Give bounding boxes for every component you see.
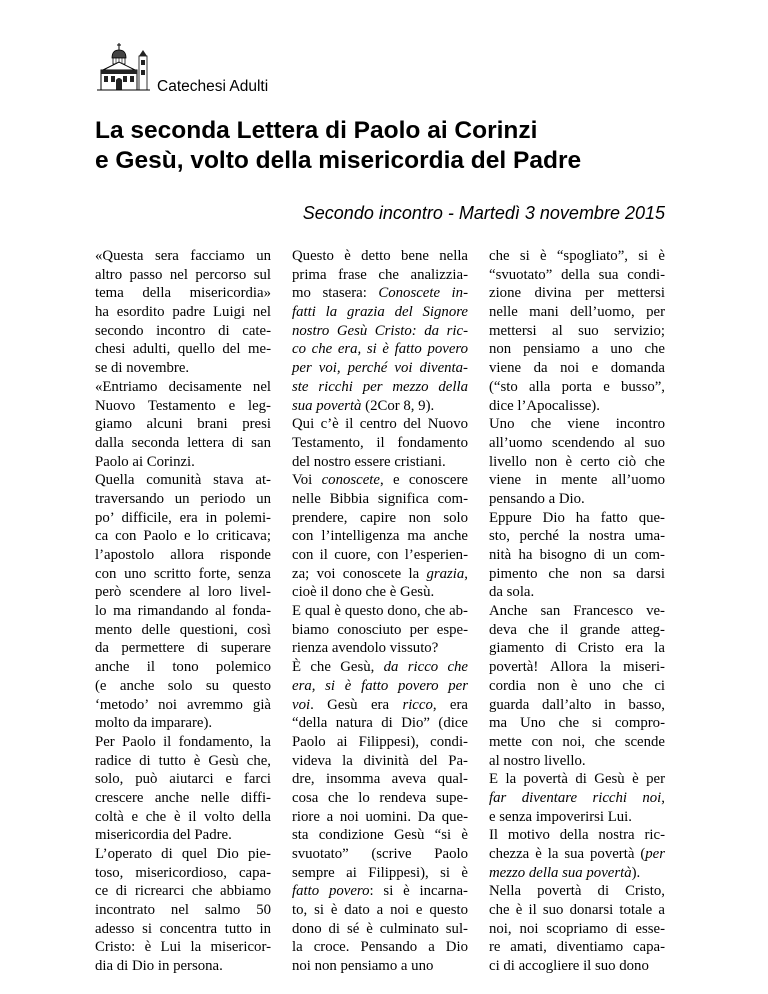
text-line: Nuovo Testamento e leg-: [95, 397, 271, 414]
text-line: con l’intelligenza ma anche: [292, 528, 468, 545]
text-line: mento delle questioni, così: [95, 621, 271, 638]
text-line: che è il suo donarsi totale a: [489, 902, 665, 919]
text-line: l’apostolo allora risponde: [95, 547, 271, 563]
church-icon: [95, 42, 151, 94]
text-line: giamo alcuni brani presi: [95, 416, 271, 433]
text-line: videva la divinità del Pa-: [292, 752, 468, 769]
text-column-3: [489, 247, 665, 976]
text-line: “svuotato” della sua condi-: [489, 266, 665, 283]
text-line: Il motivo della nostra ric-: [489, 827, 665, 844]
text-line: ci di accogliere il suo dono: [489, 958, 649, 975]
text-line: all’uomo scendendo al suo: [489, 434, 665, 451]
text-line: rienza avendolo vissuto?: [292, 640, 439, 657]
text-line: Qui c’è il centro del Nuovo: [292, 416, 468, 433]
text-line: biamo conosciuto per espe-: [292, 621, 468, 638]
text-line: al nostro livello.: [489, 752, 586, 769]
text-line: voi. Gesù era ricco, era: [292, 696, 468, 713]
text-line: che si è “spogliato”, si è: [489, 248, 665, 264]
text-line: prima frase che analizzia-: [292, 266, 468, 283]
text-line: livello non è certo ciò che: [489, 453, 665, 470]
text-line: “della natura di Dio” (dice: [292, 715, 468, 732]
header-label: Catechesi Adulti: [157, 78, 269, 95]
text-line: tema della misericordia»: [95, 285, 271, 302]
text-line: pensando a Dio.: [489, 490, 585, 507]
text-line: crescere anche nelle diffi-: [95, 789, 271, 806]
text-line: ‘metodo’ noi avremmo già: [95, 696, 271, 713]
text-line: pimento che non sa darsi: [489, 565, 665, 582]
text-line: sta condizione Gesù “si è: [292, 827, 468, 844]
text-line: per voi, perché voi diventa-: [292, 360, 468, 377]
text-line: È che Gesù, da ricco che: [292, 659, 469, 676]
text-line: lo ma rimandando al fonda-: [95, 603, 271, 620]
text-line: Testamento, il fondamento: [292, 434, 468, 451]
text-line: sua povertà (2Cor 8, 9).: [292, 397, 435, 414]
text-line: Eppure Dio ha fatto que-: [489, 509, 665, 526]
text-line: dono di sé è culminato sul-: [292, 920, 468, 937]
text-line: L’operato di quel Dio pie-: [95, 846, 271, 862]
text-line: altro passo nel percorso sul: [95, 266, 271, 283]
text-line: anche il tono polemico: [95, 659, 271, 676]
text-line: ste ricchi per mezzo della: [292, 378, 468, 395]
text-line: Uno che viene incontro: [489, 416, 665, 433]
text-line: mette con noi, che scende: [489, 733, 665, 750]
text-line: povertà! Allora la miseri-: [489, 659, 665, 676]
text-line: prendere, capire non solo: [292, 509, 468, 526]
text-line: coltà e che è il volto della: [95, 808, 271, 825]
header: [95, 42, 395, 106]
text-line: però scendere al loro livel-: [95, 584, 271, 601]
text-line: misericordia del Padre.: [95, 827, 232, 844]
text-line: dalla seconda lettera di san: [95, 434, 271, 451]
text-line: del nostro essere cristiani.: [292, 453, 446, 470]
text-line: E la povertà di Gesù è per: [489, 771, 665, 788]
text-line: mo stasera: Conoscete in-: [292, 285, 468, 302]
text-line: traversando un periodo un: [95, 490, 271, 507]
text-line: secondo incontro di cate-: [95, 322, 271, 339]
text-line: dice l’Apocalisse).: [489, 397, 600, 414]
text-column-1: [95, 247, 271, 976]
text-line: re amati, diventiamo capa-: [489, 939, 665, 956]
text-line: la croce. Pensando a Dio: [292, 939, 468, 956]
text-line: riore a noi uomini. Da que-: [292, 808, 468, 825]
text-line: radice di tutto è Gesù che,: [95, 752, 271, 769]
text-column-2: [292, 247, 468, 976]
text-line: con il cuore, con l’esperien-: [292, 547, 468, 563]
text-line: cioè il dono che è Gesù.: [292, 584, 435, 601]
text-line: «Questa sera facciamo un: [95, 248, 271, 264]
text-line: chesi adulti, quello del me-: [95, 341, 271, 358]
text-line: incontrato nel salmo 50: [95, 902, 271, 919]
text-line: ha esordito padre Luigi nel: [95, 304, 271, 321]
text-line: co che era, si è fatto povero: [292, 341, 468, 358]
text-line: adesso si concentra tutto in: [95, 920, 271, 937]
text-line: (e anche solo su questo: [95, 677, 271, 694]
text-line: Anche san Francesco ve-: [489, 603, 665, 620]
text-line: Voi conoscete, e conoscere: [292, 472, 468, 489]
text-line: «Entriamo decisamente nel: [95, 378, 271, 395]
text-line: fatti la grazia del Signore: [292, 304, 468, 321]
text-line: za; voi conoscete la grazia,: [292, 565, 468, 582]
page-title: [95, 116, 735, 176]
text-line: dre, insomma aveva qual-: [292, 771, 468, 788]
text-line: viene da noi e domanda: [489, 360, 665, 377]
text-line: cordia non è uno che ci: [489, 677, 665, 694]
text-line: sempre ai Filippesi), si è: [292, 864, 468, 881]
text-line: (“sto alla porta e busso”,: [489, 378, 665, 395]
text-line: mezzo della sua povertà).: [489, 864, 641, 881]
text-line: zione divina per mettersi: [489, 285, 665, 302]
title-line-1: La seconda Lettera di Paolo ai Corinzi: [95, 117, 538, 144]
text-line: po’ difficile, era in polemi-: [95, 509, 271, 526]
text-line: ca con Paolo e lo criticava;: [95, 528, 271, 545]
text-line: con uno scritto forte, senza: [95, 565, 271, 582]
text-line: da sola.: [489, 584, 535, 601]
text-line: Cristo: è Lui la misericor-: [95, 939, 271, 956]
text-line: molto da imparare).: [95, 715, 213, 732]
text-line: nostro Gesù Cristo: da ric-: [292, 322, 468, 339]
text-line: E qual è questo dono, che ab-: [292, 603, 468, 620]
text-line: toso, misericordioso, capa-: [95, 864, 271, 881]
text-line: Paolo ai Filippesi), condi-: [292, 733, 468, 750]
text-line: dia di Dio in persona.: [95, 958, 223, 975]
text-line: noi, noi scopriamo di esse-: [489, 920, 665, 937]
text-line: nelle Bibbia significa com-: [292, 490, 468, 507]
text-line: Per Paolo il fondamento, la: [95, 733, 271, 750]
text-line: Quella comunità stava at-: [95, 472, 271, 489]
text-line: e senza impoverirsi Lui.: [489, 808, 632, 825]
text-line: Questo è detto bene nella: [292, 248, 468, 264]
text-line: cosa che lo rendeva supe-: [292, 789, 468, 806]
text-line: non pensiamo a uno che: [489, 341, 665, 358]
text-line: far diventare ricchi noi,: [489, 789, 665, 806]
text-line: viene in mente all’uomo: [489, 472, 665, 489]
text-line: ce di ricrearci che abbiamo: [95, 883, 271, 900]
text-line: giamento di Cristo era la: [489, 640, 665, 657]
text-line: sto, perché la nostra uma-: [489, 528, 665, 545]
text-line: mettersi al suo servizio;: [489, 322, 665, 339]
text-line: deva che il grande atteg-: [489, 621, 665, 638]
text-line: se di novembre.: [95, 360, 190, 377]
text-line: nelle mani dell’uomo, per: [489, 304, 665, 321]
text-line: noi non pensiamo a uno: [292, 958, 434, 975]
text-line: da permettere di superare: [95, 640, 271, 657]
title-line-2: e Gesù, volto della misericordia del Padre: [95, 147, 582, 174]
text-line: nità ha bisogno di un com-: [489, 547, 665, 563]
text-line: ma Uno che si compro-: [489, 715, 665, 732]
text-line: to, si è dato a noi e questo: [292, 902, 468, 919]
text-line: Paolo ai Corinzi.: [95, 453, 195, 470]
page-subtitle: Secondo incontro - Martedì 3 novembre 2015: [302, 203, 665, 223]
text-line: guarda dall’alto in basso,: [489, 696, 665, 713]
text-line: svuotato” (scrive Paolo: [292, 846, 468, 862]
text-line: fatto povero: si è incarna-: [292, 883, 468, 900]
text-line: era, si è fatto povero per: [292, 677, 468, 694]
text-line: solo, può aiutarci e farci: [95, 771, 271, 788]
text-line: Nella povertà di Cristo,: [489, 883, 665, 900]
text-line: chezza è la sua povertà (per: [489, 846, 665, 862]
